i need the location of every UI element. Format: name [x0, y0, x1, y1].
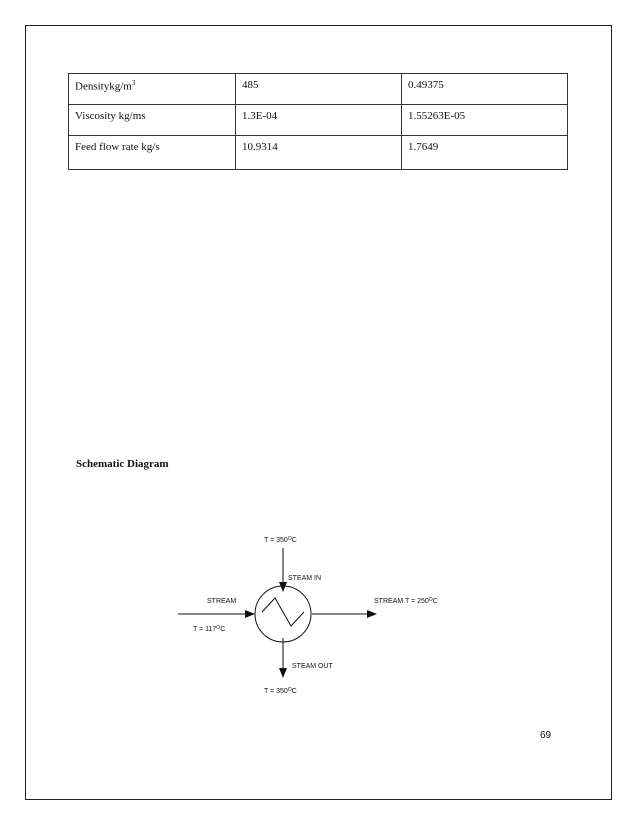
- stream-out-label: STREAM $T = 250^OC$: [374, 597, 438, 605]
- table-cell: 1.3E-04: [236, 105, 402, 136]
- top-temp-label: $T = 350^OC$: [264, 536, 297, 544]
- table-cell: 0.49375: [402, 74, 568, 105]
- cell-text: Feed flow rate kg/s: [75, 141, 160, 153]
- table-cell: 1.7649: [402, 136, 568, 170]
- inlet-temp-label: $T = 117^OC$: [193, 625, 226, 633]
- cell-superscript: 3: [131, 79, 136, 87]
- steam-in-label: STEAM IN: [288, 575, 322, 582]
- heat-exchanger-zigzag: [262, 598, 304, 626]
- cell-text: Viscosity kg/ms: [75, 110, 146, 122]
- table-cell: 485: [236, 74, 402, 105]
- steam-out-label: STEAM OUT: [292, 663, 333, 670]
- page-number: 69: [540, 730, 552, 741]
- stream-in-label: STREAM: [207, 598, 237, 605]
- table-cell: 1.55263E-05: [402, 105, 568, 136]
- bottom-temp-label: $T = 350^OC$: [264, 687, 297, 695]
- section-heading: Schematic Diagram: [76, 458, 169, 470]
- cell-text: Densitykg/m: [75, 80, 132, 93]
- table-cell: 10.9314: [236, 136, 402, 170]
